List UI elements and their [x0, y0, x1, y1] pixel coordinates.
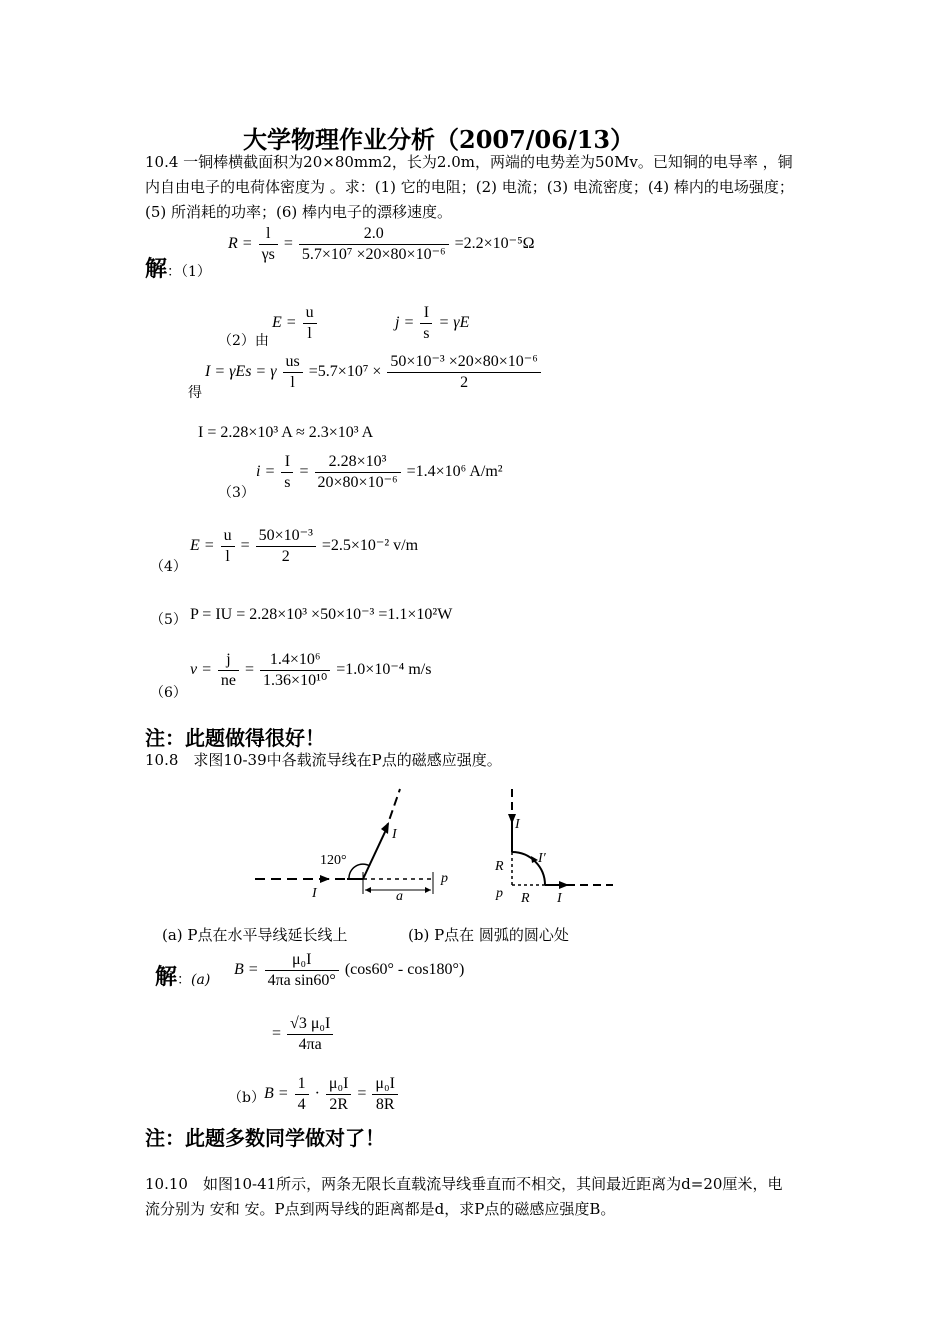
- step-3-label: （3）: [218, 485, 255, 501]
- figure-b-point-label: p: [496, 886, 503, 901]
- equation-field-def: E = $\frac{u}{l}$: [272, 303, 319, 344]
- step-1-label: （1）: [181, 264, 211, 280]
- figure-a-dim-arrow-right-icon: [425, 887, 431, 893]
- page-title: 大学物理作业分析（2007/06/13）: [243, 125, 635, 154]
- figure-a-current-bottom: I: [312, 886, 317, 901]
- figure-a-caption: (a) P点在水平导线延长线上: [162, 926, 348, 944]
- figure-b-current-top: I: [515, 817, 520, 832]
- equation-b-field-b: B = $\frac{1}{4}$ · $\frac{\text{μ₀I}}{2R}$ = $\frac{\text{μ₀I}}{8R}$: [264, 1074, 400, 1115]
- equation-drift-velocity: v = $\frac{j}{ne}$ = $\frac{\text{1.4×10⁶}}{\text{1.36×10¹⁰}}$ =1.0×10⁻⁴ m/s: [190, 651, 432, 689]
- problem-10-8-text: 10.8 求图10-39中各载流导线在P点的磁感应强度。: [145, 751, 502, 769]
- note-1: 注：此题做得很好！: [145, 726, 325, 750]
- figure-a-distance-label: a: [396, 889, 403, 904]
- solution-label: 解：（1）: [145, 256, 211, 282]
- figure-a-point-label: p: [441, 871, 448, 886]
- figure-b-radius-left-label: R: [495, 859, 504, 874]
- figure-b: [485, 786, 620, 908]
- equation-power: P = IU = 2.28×10³ ×50×10⁻³ =1.1×10²W: [190, 606, 453, 623]
- part-b-label: （b）: [228, 1090, 265, 1106]
- note-2: 注：此题多数同学做对了！: [145, 1126, 385, 1150]
- figure-a: [250, 784, 460, 904]
- step-6-label: （6）: [150, 685, 187, 701]
- equation-current-density-def: j = $\frac{I}{s}$ = γE: [395, 304, 470, 342]
- step-5-label: （5）: [150, 612, 187, 628]
- step-4-label: （4）: [150, 559, 187, 575]
- equation-current-result: I = 2.28×10³ A ≈ 2.3×10³ A: [198, 424, 374, 441]
- problem-10-4-text: 10.4 一铜棒横截面积为20×80mm2，长为2.0m，两端的电势差为50Mv。已知铜的电导率 ，铜内自由电子的电荷体密度为 。求：(1) 它的电阻；(2) 电流；(3) 电流密度；(4) 棒内的电场强度；(5) 所消耗的功率；(6) 棒内电子的漂移速度。: [145, 153, 794, 221]
- equation-b-field-a: B = $\frac{\text{μ₀I}}{\text{4πa sin60°}}$ (cos60° - cos180°): [234, 951, 465, 989]
- equation-current: I = γEs = γ $\frac{us}{l}$ =5.7×10⁷ × $\frac{\text{50×10⁻³ ×20×80×10⁻⁶}}{2}$: [205, 352, 543, 393]
- figure-a-dim-arrow-left-icon: [365, 887, 371, 893]
- equation-b-field-a-result: = $\frac{\text{√3 μ₀I}}{4\pi a}$: [272, 1014, 335, 1055]
- equation-electric-field: E = $\frac{u}{l}$ = $\frac{\text{50×10⁻³}}{2}$ =2.5×10⁻² v/m: [190, 527, 419, 565]
- equation-resistance: R = $\frac{l}{\gamma s}$ = $\frac{2.0}{\text{5.7×10⁷ ×20×80×10⁻⁶}}$ =2.2×10⁻⁵Ω: [228, 225, 535, 263]
- step-2-label: （2）由: [218, 333, 269, 349]
- figure-b-current-arc: I′: [538, 851, 546, 866]
- figure-a-inclined-wire: [363, 832, 385, 879]
- problem-10-10-text: 10.10 如图10-41所示，两条无限长直载流导线垂直而不相交，其间最近距离为d=20厘米，电流分别为 安和 安。P点到两导线的距离都是d，求P点的磁感应强度B。: [145, 1175, 783, 1218]
- figure-a-arrow-icon: [320, 875, 330, 883]
- equation-current-density: i = $\frac{I}{s}$ = $\frac{\text{2.28×10³}}{\text{20×80×10⁻⁶}}$ =1.4×10⁶ A/m²: [256, 453, 503, 491]
- de-label: 得: [188, 385, 202, 401]
- solution-label-text: 解: [145, 256, 168, 282]
- figure-b-caption: (b) P点在 圆弧的圆心处: [408, 926, 569, 944]
- figure-b-arrow-right-icon: [559, 881, 569, 889]
- figure-a-angle-label: 120°: [320, 853, 347, 868]
- figure-b-radius-bottom-label: R: [521, 891, 530, 906]
- figure-a-current-top: I: [392, 827, 397, 842]
- figure-b-current-right: I: [557, 891, 562, 906]
- solution-2-label: 解：(a): [155, 964, 211, 990]
